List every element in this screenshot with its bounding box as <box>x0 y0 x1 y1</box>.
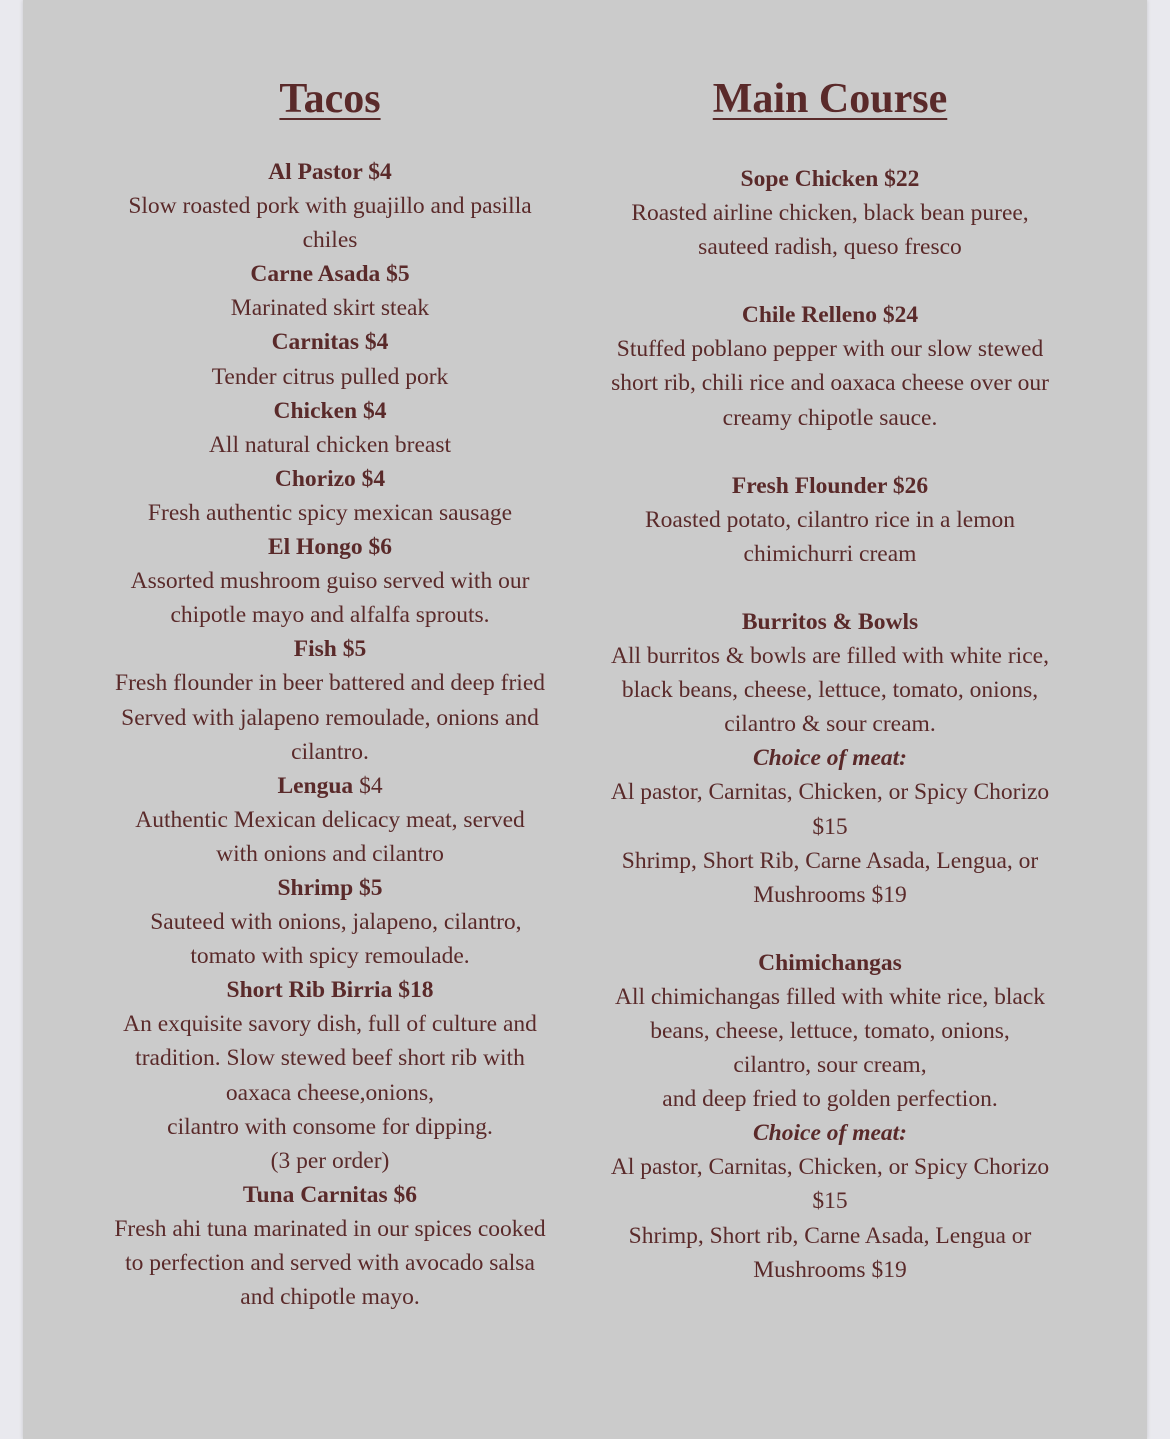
item-name: Chile Relleno $24 <box>741 302 919 329</box>
item-description: with onions and cilantro <box>216 840 444 867</box>
menu-item <box>92 530 568 632</box>
item-name-text: Shrimp $5 <box>277 874 383 901</box>
item-name: Fresh Flounder $26 <box>731 472 929 499</box>
item-name-text: Short Rib Birria $18 <box>226 977 434 1004</box>
item-description: chiles <box>302 227 358 254</box>
choice-option: Mushrooms $19 <box>753 881 907 908</box>
menu-item <box>92 769 568 871</box>
spacer <box>584 912 1076 946</box>
item-name-text: Carne Asada $5 <box>250 261 410 288</box>
item-description: Roasted airline chicken, black bean puree, <box>631 200 1029 227</box>
choice-of-meat-label: Choice of meat: <box>752 1120 908 1147</box>
item-name <box>92 462 568 496</box>
item-name <box>92 394 568 428</box>
menu-item <box>92 632 568 768</box>
tacos-items <box>92 155 568 1314</box>
item-description: tomato with spicy remoulade. <box>190 943 470 970</box>
item-description: All burritos & bowls are filled with white rice, <box>611 643 1049 670</box>
item-description: beans, cheese, lettuce, tomato, onions, <box>650 1017 1010 1044</box>
choice-option: Shrimp, Short Rib, Carne Asada, Lengua, or <box>621 847 1039 874</box>
item-name: Chimichangas <box>758 949 902 976</box>
item-name <box>92 769 568 803</box>
item-name <box>92 257 568 291</box>
item-description: short rib, chili rice and oaxaca cheese over our <box>611 370 1049 397</box>
spacer <box>584 435 1076 469</box>
item-description: sauteed radish, queso fresco <box>698 234 962 261</box>
item-description: cilantro with consome for dipping. <box>167 1113 493 1140</box>
item-description: cilantro, sour cream, <box>733 1052 927 1079</box>
menu-item <box>584 946 1076 1287</box>
item-name <box>92 973 568 1007</box>
item-description: Roasted potato, cilantro rice in a lemon <box>644 506 1015 533</box>
item-price: $4 <box>353 772 383 799</box>
item-description: Stuffed poblano pepper with our slow stewed <box>616 336 1044 363</box>
item-name-text: Al Pastor $4 <box>268 159 392 185</box>
item-name-text: Carnitas $4 <box>271 329 389 356</box>
choice-option: Al pastor, Carnitas, Chicken, or Spicy Chorizo <box>610 779 1050 806</box>
tacos-heading: Tacos <box>279 76 381 122</box>
menu-item <box>92 257 568 325</box>
item-description: Authentic Mexican delicacy meat, served <box>135 806 525 833</box>
item-name <box>92 325 568 359</box>
choice-option: Shrimp, Short rib, Carne Asada, Lengua or <box>628 1222 1032 1249</box>
choice-of-meat-label: Choice of meat: <box>752 745 908 772</box>
item-name-text: Chicken $4 <box>273 397 387 424</box>
item-name <box>92 871 568 905</box>
menu-item <box>584 298 1076 434</box>
item-name-text: Lengua <box>277 772 354 799</box>
menu-page <box>23 0 1147 1439</box>
item-description: Served with jalapeno remoulade, onions and <box>121 704 539 731</box>
item-description: cilantro. <box>291 738 369 765</box>
item-name <box>92 155 568 189</box>
item-description: to perfection and served with avocado salsa <box>125 1250 535 1276</box>
menu-item <box>584 605 1076 912</box>
item-name-text: El Hongo $6 <box>267 534 393 561</box>
item-description: Fresh flounder in beer battered and deep fried <box>115 670 545 697</box>
item-description: chipotle mayo and alfalfa sprouts. <box>170 602 490 629</box>
spacer <box>584 264 1076 298</box>
menu-item <box>92 1178 568 1314</box>
item-description: creamy chipotle sauce. <box>722 404 938 431</box>
main-course-items <box>584 162 1076 1287</box>
item-description: Tender citrus pulled pork <box>211 363 449 390</box>
item-name <box>92 1178 568 1212</box>
item-name-text: Fish $5 <box>293 636 367 663</box>
item-description: black beans, cheese, lettuce, tomato, onions, <box>621 677 1039 704</box>
item-description: and chipotle mayo. <box>240 1284 420 1311</box>
item-name-text: Tuna Carnitas $6 <box>242 1181 418 1208</box>
item-description: An exquisite savory dish, full of culture and <box>123 1011 537 1038</box>
item-description: Marinated skirt steak <box>230 295 430 322</box>
menu-item <box>584 162 1076 264</box>
item-description: oaxaca cheese,onions, <box>225 1079 435 1106</box>
menu-item <box>92 871 568 973</box>
item-description: All chimichangas filled with white rice, black <box>614 983 1046 1010</box>
item-name <box>92 530 568 564</box>
menu-item <box>584 469 1076 571</box>
item-description: cilantro & sour cream. <box>724 711 936 738</box>
main-course-heading: Main Course <box>712 76 948 122</box>
menu-item <box>92 325 568 393</box>
item-description: Fresh authentic spicy mexican sausage <box>147 499 513 526</box>
item-name-text: Chorizo $4 <box>274 465 386 492</box>
menu-item <box>92 394 568 462</box>
menu-item <box>92 462 568 530</box>
item-name: Burritos & Bowls <box>741 608 919 635</box>
item-description: Fresh ahi tuna marinated in our spices cooked <box>114 1215 546 1242</box>
item-description: Assorted mushroom guiso served with our <box>130 568 530 595</box>
menu-item <box>92 973 568 1178</box>
spacer <box>584 571 1076 605</box>
item-name: Sope Chicken $22 <box>740 166 920 192</box>
item-description: All natural chicken breast <box>208 431 452 458</box>
item-description: (3 per order) <box>270 1147 390 1174</box>
choice-option: Mushrooms $19 <box>753 1256 907 1283</box>
item-description: Sauteed with onions, jalapeno, cilantro, <box>138 909 522 936</box>
item-name <box>92 632 568 666</box>
choice-option: Al pastor, Carnitas, Chicken, or Spicy Chorizo <box>610 1154 1050 1181</box>
item-description: chimichurri cream <box>743 540 917 567</box>
choice-option: $15 <box>812 813 848 840</box>
choice-option: $15 <box>812 1188 848 1215</box>
item-description: and deep fried to golden perfection. <box>662 1086 998 1113</box>
item-description: Slow roasted pork with guajillo and pasilla <box>128 193 532 220</box>
menu-item <box>92 155 568 257</box>
item-description: tradition. Slow stewed beef short rib with <box>135 1045 525 1072</box>
